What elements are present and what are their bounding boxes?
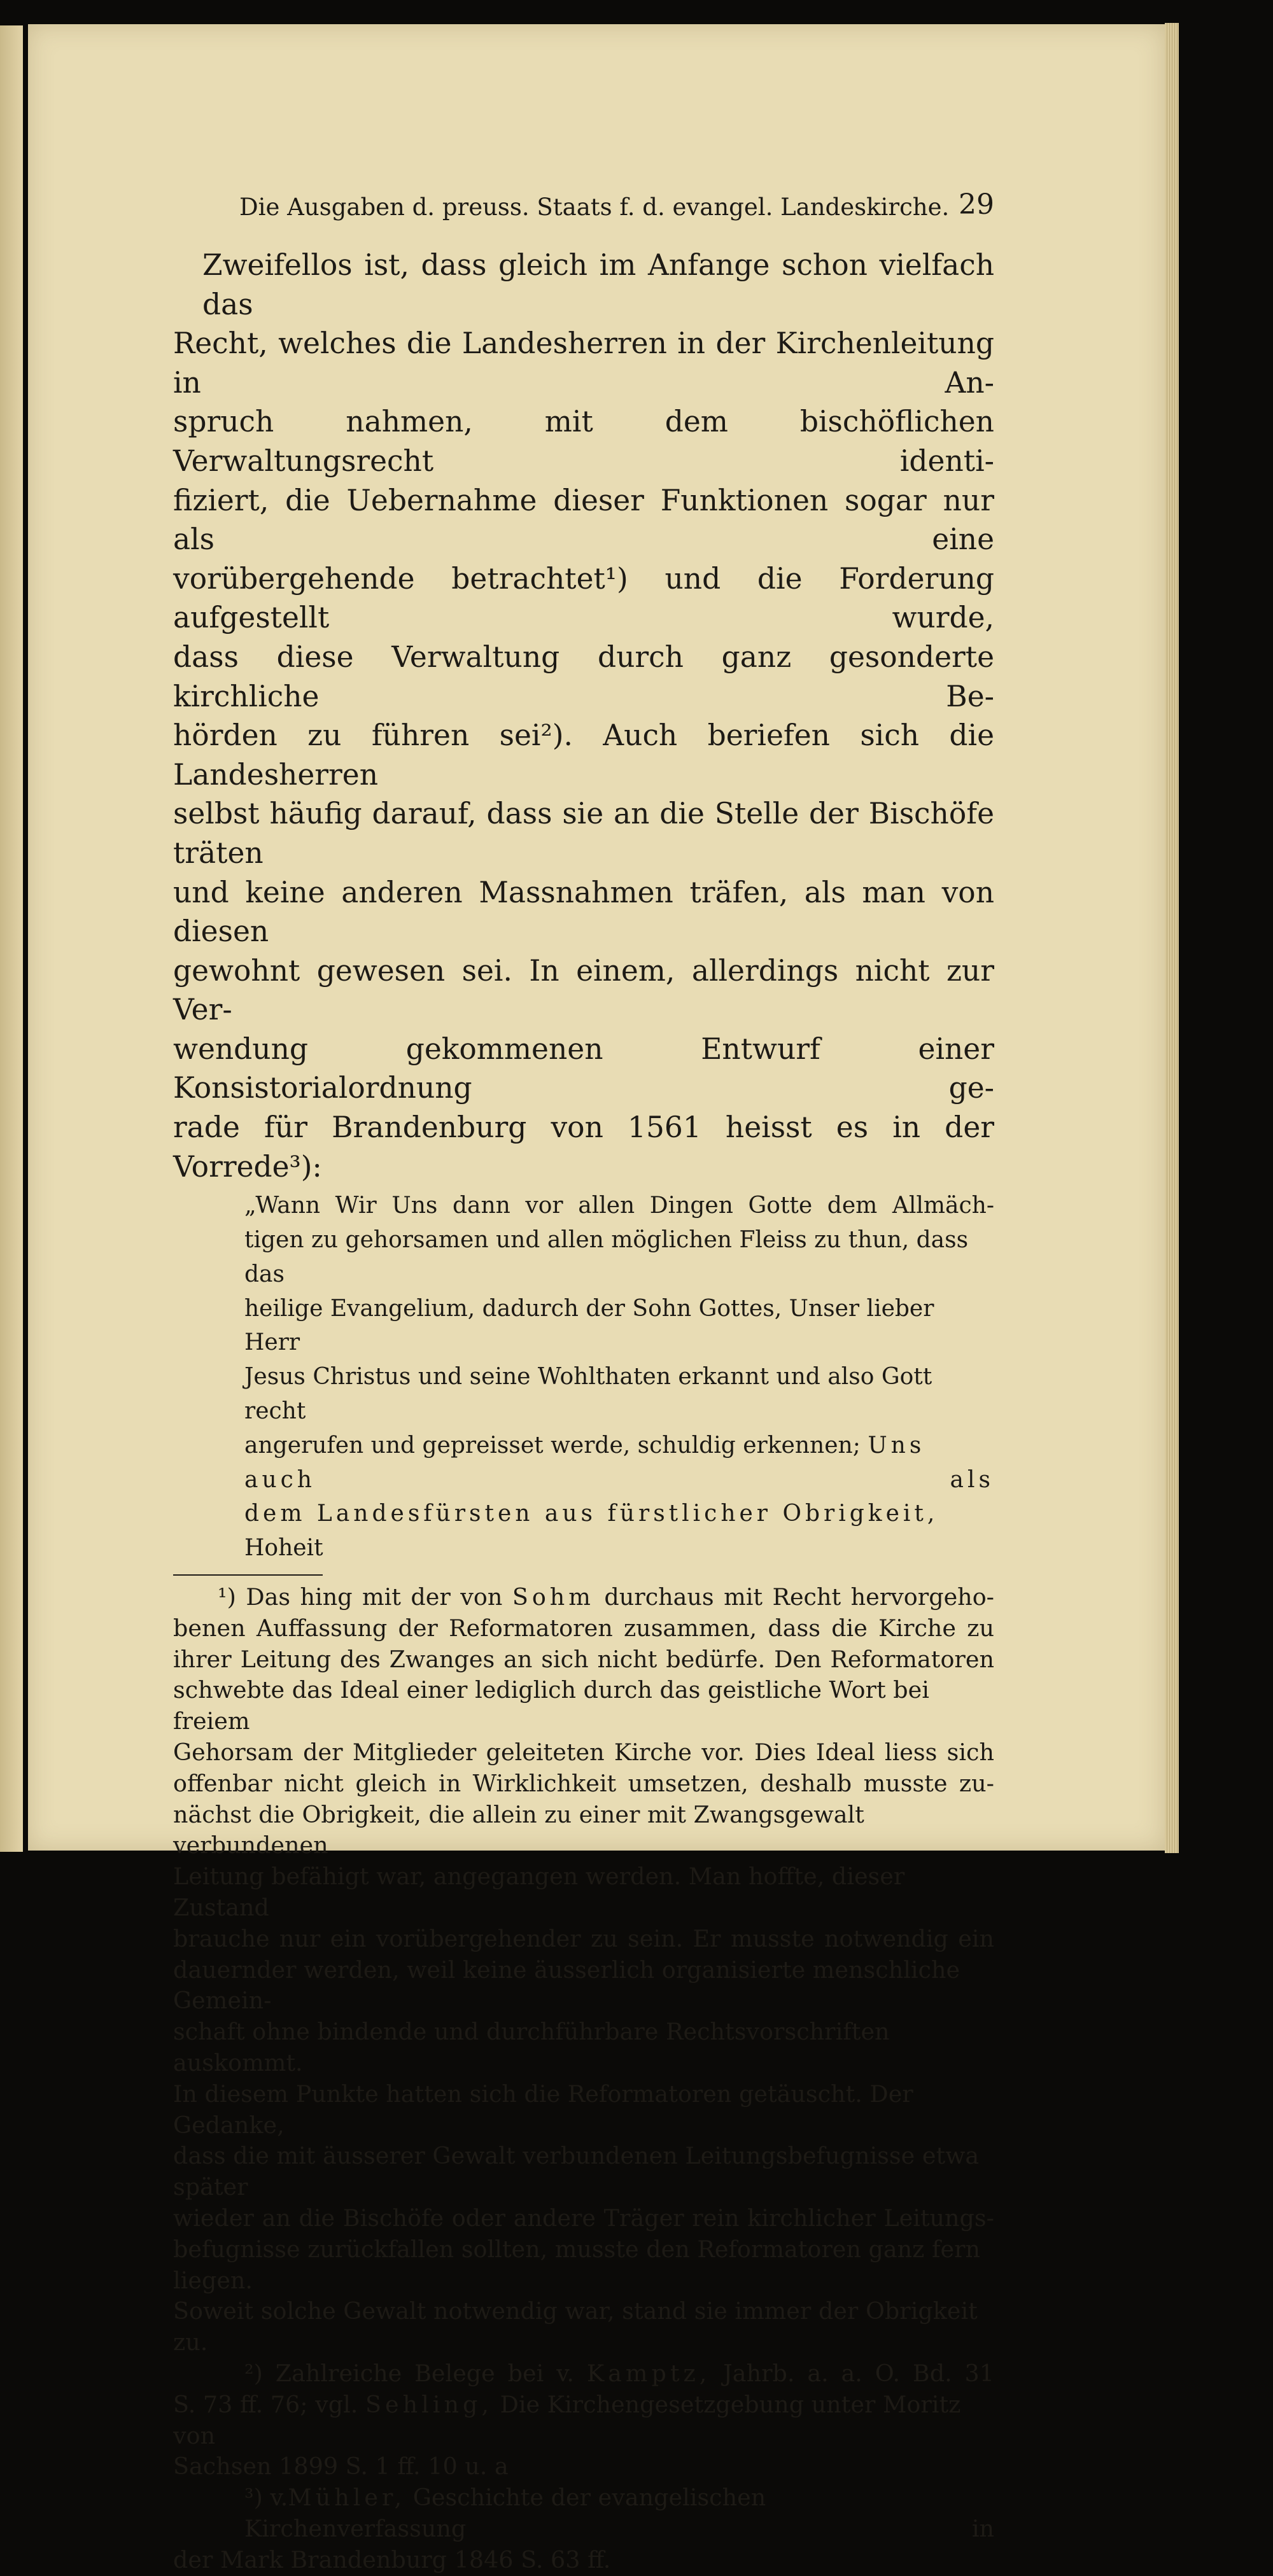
footnote-rule bbox=[173, 1574, 323, 1576]
page-content bbox=[173, 185, 994, 2576]
quote-line: Jesus Christus und seine Wohlthaten erkannt und also Gott recht bbox=[244, 1364, 932, 1425]
body-line: selbst häufig darauf, dass sie an die Stelle der Bischöfe träten bbox=[173, 797, 994, 870]
previous-page-edge bbox=[0, 25, 23, 1852]
page-number: 29 bbox=[959, 188, 994, 221]
body-line: Zweifellos ist, dass gleich im Anfange schon vielfach das bbox=[202, 248, 994, 321]
footnote-3-line bbox=[173, 2482, 994, 2545]
footnote-1-line: befugnisse zurückfallen sollten, musste den Reformatoren ganz fern liegen. bbox=[173, 2235, 981, 2294]
quote-line bbox=[244, 1497, 994, 1565]
quote-line: tigen zu gehorsamen und allen möglichen Fleiss zu thun, dass das bbox=[244, 1227, 969, 1287]
body-line: dass diese Verwaltung durch ganz gesonderte kirchliche Be- bbox=[173, 640, 994, 713]
footnote-1-line: Soweit solche Gewalt notwendig war, stand sie immer der Obrigkeit zu. bbox=[173, 2297, 978, 2356]
footnote-1-line: Leitung befähigt war, angegangen werden. Man hoffte, dieser Zustand bbox=[173, 1863, 905, 1921]
body-line: gewohnt gewesen sei. In einem, allerdings nicht zur Ver- bbox=[173, 953, 994, 1027]
footnote-text: Geschichte der evangelischen Kirchenverfassung in bbox=[244, 2484, 994, 2542]
footnote-text: S. 73 ff. 76; vgl. bbox=[173, 2390, 358, 2418]
footnote-text: ²) Zahlreiche Belege bei v. bbox=[244, 2359, 574, 2387]
footnote-1-line: offenbar nicht gleich in Wirklichkeit umsetzen, deshalb musste zu- bbox=[173, 1769, 994, 1797]
footnote-1-line: In diesem Punkte hatten sich die Reformatoren getäuscht. Der Gedanke, bbox=[173, 2080, 913, 2139]
footnote-1-line: ihrer Leitung des Zwanges an sich nicht bedürfe. Den Reformatoren bbox=[173, 1645, 994, 1673]
body-line: rade für Brandenburg von 1561 heisst es in der Vorrede³): bbox=[173, 1110, 994, 1184]
footnote-2-line bbox=[173, 2358, 994, 2390]
quote-spaced-text: dem Landesfürsten aus fürstlicher Obrigkeit, bbox=[244, 1501, 939, 1527]
footnote-author-name: Sehling, bbox=[365, 2390, 493, 2418]
body-line: hörden zu führen sei²). Auch beriefen sich die Landesherren bbox=[173, 718, 994, 792]
running-title: Die Ausgaben d. preuss. Staats f. d. evangel. Landeskirche. bbox=[239, 193, 950, 221]
quote-line bbox=[244, 1429, 994, 1497]
body-line: und keine anderen Massnahmen träfen, als man von diesen bbox=[173, 875, 994, 949]
body-line: Recht, welches die Landesherren in der Kirchenleitung in An- bbox=[173, 326, 994, 400]
page-stack-edge bbox=[1165, 23, 1179, 1853]
body-line: fiziert, die Uebernahme dieser Funktionen sogar nur als eine bbox=[173, 483, 994, 557]
footnote-1-line: dauernder werden, weil keine äusserlich organisierte menschliche Gemein- bbox=[173, 1956, 960, 2015]
running-header bbox=[173, 185, 994, 229]
quote-line: heilige Evangelium, dadurch der Sohn Gottes, Unser lieber Herr bbox=[244, 1295, 934, 1356]
body-line: vorübergehende betrachtet¹) und die Forderung aufgestellt wurde, bbox=[173, 561, 994, 635]
quote-spaced-text: Uns auch als bbox=[244, 1432, 994, 1493]
quote-text: angerufen und gepreisset werde, schuldig erkennen; bbox=[244, 1432, 861, 1459]
footnote-text: durchaus mit Recht hervorgeho- bbox=[604, 1583, 995, 1611]
footnote-1-line: dass die mit äusserer Gewalt verbundenen Leitungsbefugnisse etwa später bbox=[173, 2142, 980, 2201]
footnote-1-line: schwebte das Ideal einer lediglich durch das geistliche Wort bei freiem bbox=[173, 1676, 929, 1735]
footnote-1-line: wieder an die Bischöfe oder andere Träger rein kirchlicher Leitungs- bbox=[173, 2204, 994, 2232]
footnote-author-name: Sohm bbox=[512, 1583, 594, 1611]
footnote-1-line: brauche nur ein vorübergehender zu sein. Er musste notwendig ein bbox=[173, 1924, 994, 1952]
footnote-3-line: der Mark Brandenburg 1846 S. 63 ff. bbox=[173, 2545, 611, 2573]
footnote-author-name: Kamptz, bbox=[586, 2359, 711, 2387]
footnotes bbox=[173, 1582, 994, 2576]
quote-text: Hoheit bbox=[244, 1535, 323, 1562]
footnote-text: ³) v. bbox=[244, 2484, 288, 2512]
footnote-1-line: nächst die Obrigkeit, die allein zu einer mit Zwangsgewalt verbundenen bbox=[173, 1800, 864, 1859]
footnote-2-line: Sachsen 1899 S. 1 ff. 10 u. a bbox=[173, 2453, 509, 2481]
main-text bbox=[173, 246, 994, 1186]
footnote-author-name: Mühler, bbox=[288, 2484, 406, 2512]
body-line: spruch nahmen, mit dem bischöflichen Verwaltungsrecht identi- bbox=[173, 405, 994, 478]
footnote-text: Jahrb. a. a. O. Bd. 31 bbox=[723, 2359, 994, 2387]
quotation-block bbox=[244, 1189, 994, 1565]
footnote-text: Die Kirchengesetzgebung unter Moritz von bbox=[173, 2390, 961, 2449]
footnote-text: ¹) Das hing mit der von bbox=[218, 1583, 503, 1611]
footnote-1-line bbox=[173, 1582, 994, 1613]
footnote-1-line: schaft ohne bindende und durchführbare Rechtsvorschriften auskommt. bbox=[173, 2018, 890, 2076]
footnote-1-line: benen Auffassung der Reformatoren zusammen, dass die Kirche zu bbox=[173, 1614, 994, 1642]
footnote-1-line: Gehorsam der Mitglieder geleiteten Kirche vor. Dies Ideal liess sich bbox=[173, 1739, 994, 1766]
quote-line: „Wann Wir Uns dann vor allen Dingen Gotte dem Allmäch- bbox=[244, 1193, 994, 1219]
body-line: wendung gekommenen Entwurf einer Konsistorialordnung ge- bbox=[173, 1032, 994, 1105]
footnote-2-line bbox=[173, 2390, 994, 2452]
